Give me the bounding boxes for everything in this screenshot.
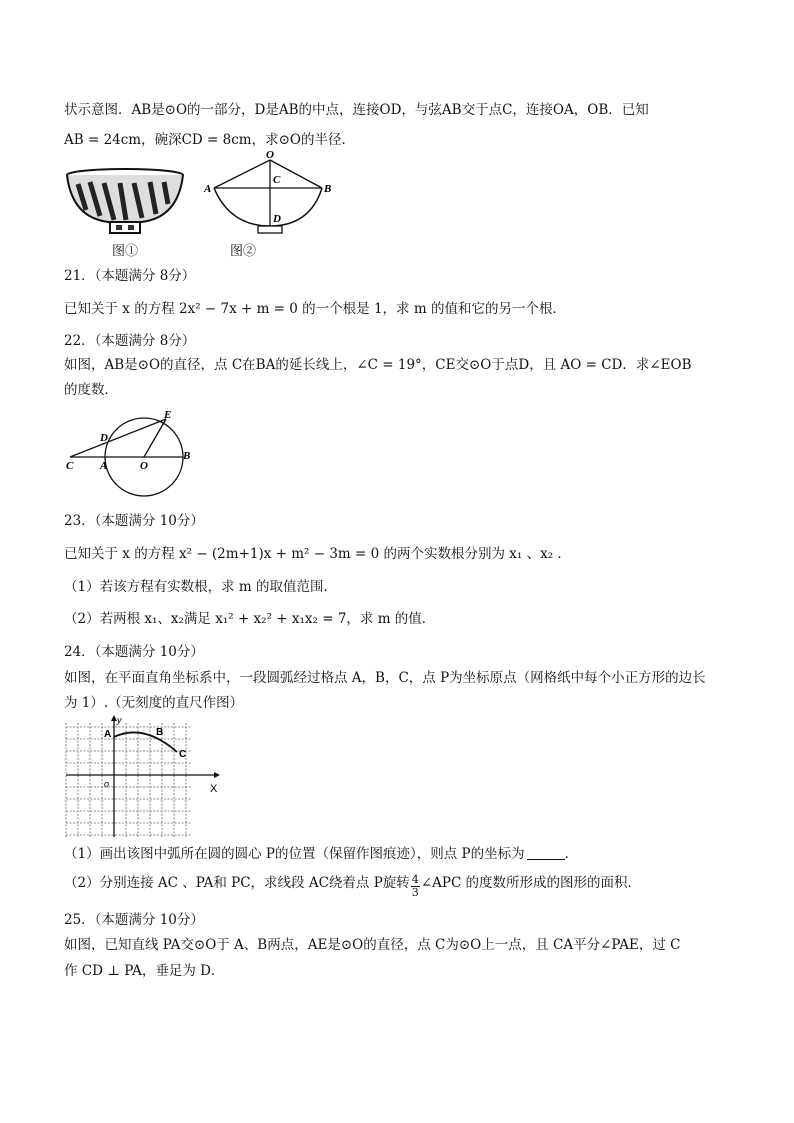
figure-1-caption: 图① [112, 244, 139, 259]
q24-label-x-axis: X [210, 783, 218, 795]
q22-label-b: B [183, 450, 191, 462]
fig2-label-o: O [266, 149, 274, 161]
q25-line-1: 如图，已知直线 PA交⊙O于 A、B两点，AE是⊙O的直径，点 C为⊙O上一点，且 CA平分∠PAE，过 C [64, 937, 681, 953]
q24-label-origin: o [104, 779, 110, 789]
q21-stem [64, 300, 566, 318]
q21-header: 21．（本题满分 8分） [64, 268, 196, 284]
q24-part-2 [64, 874, 641, 899]
q22-label-e: E [164, 409, 172, 421]
q22-line-1: 如图，AB是⊙O的直径，点 C在BA的延长线上，∠C = 19°，CE交⊙O于点D，且 AO = CD．求∠EOB [64, 357, 692, 373]
q23-part-1: （1）若该方程有实数根，求 m 的取值范围． [64, 579, 337, 595]
fig2-label-a: A [204, 183, 212, 195]
q24-label-c: C [179, 749, 187, 760]
fig2-label-d: D [273, 213, 281, 225]
q24-line-2: 为 1）.（无刻度的直尺作图） [64, 695, 244, 711]
fig2-label-b: B [324, 183, 332, 195]
q25-header: 25．（本题满分 10分） [64, 912, 204, 928]
q24-label-a: A [104, 729, 112, 740]
q21-stem-rest: 的一个根是 1，求 m 的值和它的另一个根． [297, 301, 566, 317]
q22-label-o: O [140, 460, 148, 472]
q22-circle-figure [64, 407, 204, 497]
q24-header: 24．（本题满分 10分） [64, 644, 204, 660]
bowl-figure [64, 166, 194, 236]
rotation-fraction [411, 874, 420, 899]
q22-label-d: D [100, 432, 108, 444]
bowl-cross-section-figure [200, 149, 340, 237]
q22-label-c: C [66, 460, 74, 472]
q24-part-2-post: ∠APC 的度数所形成的图形的面积． [420, 875, 642, 891]
q24-label-y-axis: y [117, 715, 122, 725]
fraction-numerator: 4 [411, 873, 419, 886]
q21-stem-equation: 已知关于 x 的方程 2x² − 7x + m = 0 [64, 301, 298, 317]
answer-blank[interactable] [527, 846, 565, 860]
q23-stem: 已知关于 x 的方程 x² − (2m+1)x + m² − 3m = 0 的两个实数根分别为 x₁ 、x₂ ． [64, 546, 571, 562]
fraction-denominator: 3 [411, 886, 419, 899]
q24-label-b: B [156, 727, 164, 738]
q25-line-2: 作 CD ⊥ PA，垂足为 D． [64, 963, 225, 979]
q22-label-a: A [100, 460, 108, 472]
q24-grid-figure [64, 715, 224, 840]
q24-part-1-end: ． [564, 846, 579, 862]
q24-part-1-text: （1）画出该图中弧所在圆的圆心 P的位置（保留作图痕迹），则点 P的坐标为 [64, 846, 525, 862]
intro-line-1: 状示意图．AB是⊙O的一部分，D是AB的中点，连接OD，与弦AB交于点C，连接OA，OB．已知 [64, 102, 649, 118]
q24-part-1 [64, 845, 578, 863]
q24-line-1: 如图，在平面直角坐标系中，一段圆弧经过格点 A，B，C，点 P为坐标原点（网格纸中每个小正方形的边长 [64, 670, 706, 686]
figure-2-caption: 图② [230, 244, 257, 259]
q24-part-2-pre: （2）分别连接 AC 、PA和 PC，求线段 AC绕着点 P旋转 [64, 875, 410, 891]
fig2-label-c: C [273, 174, 281, 186]
q23-header: 23．（本题满分 10分） [64, 513, 204, 529]
q22-line-2: 的度数． [64, 382, 118, 398]
q23-part-2: （2）若两根 x₁、x₂满足 x₁² + x₂² + x₁x₂ = 7，求 m 的值． [64, 611, 436, 627]
intro-line-2: AB = 24cm，碗深CD = 8cm，求⊙O的半径． [64, 132, 355, 148]
q22-header: 22．（本题满分 8分） [64, 333, 196, 349]
